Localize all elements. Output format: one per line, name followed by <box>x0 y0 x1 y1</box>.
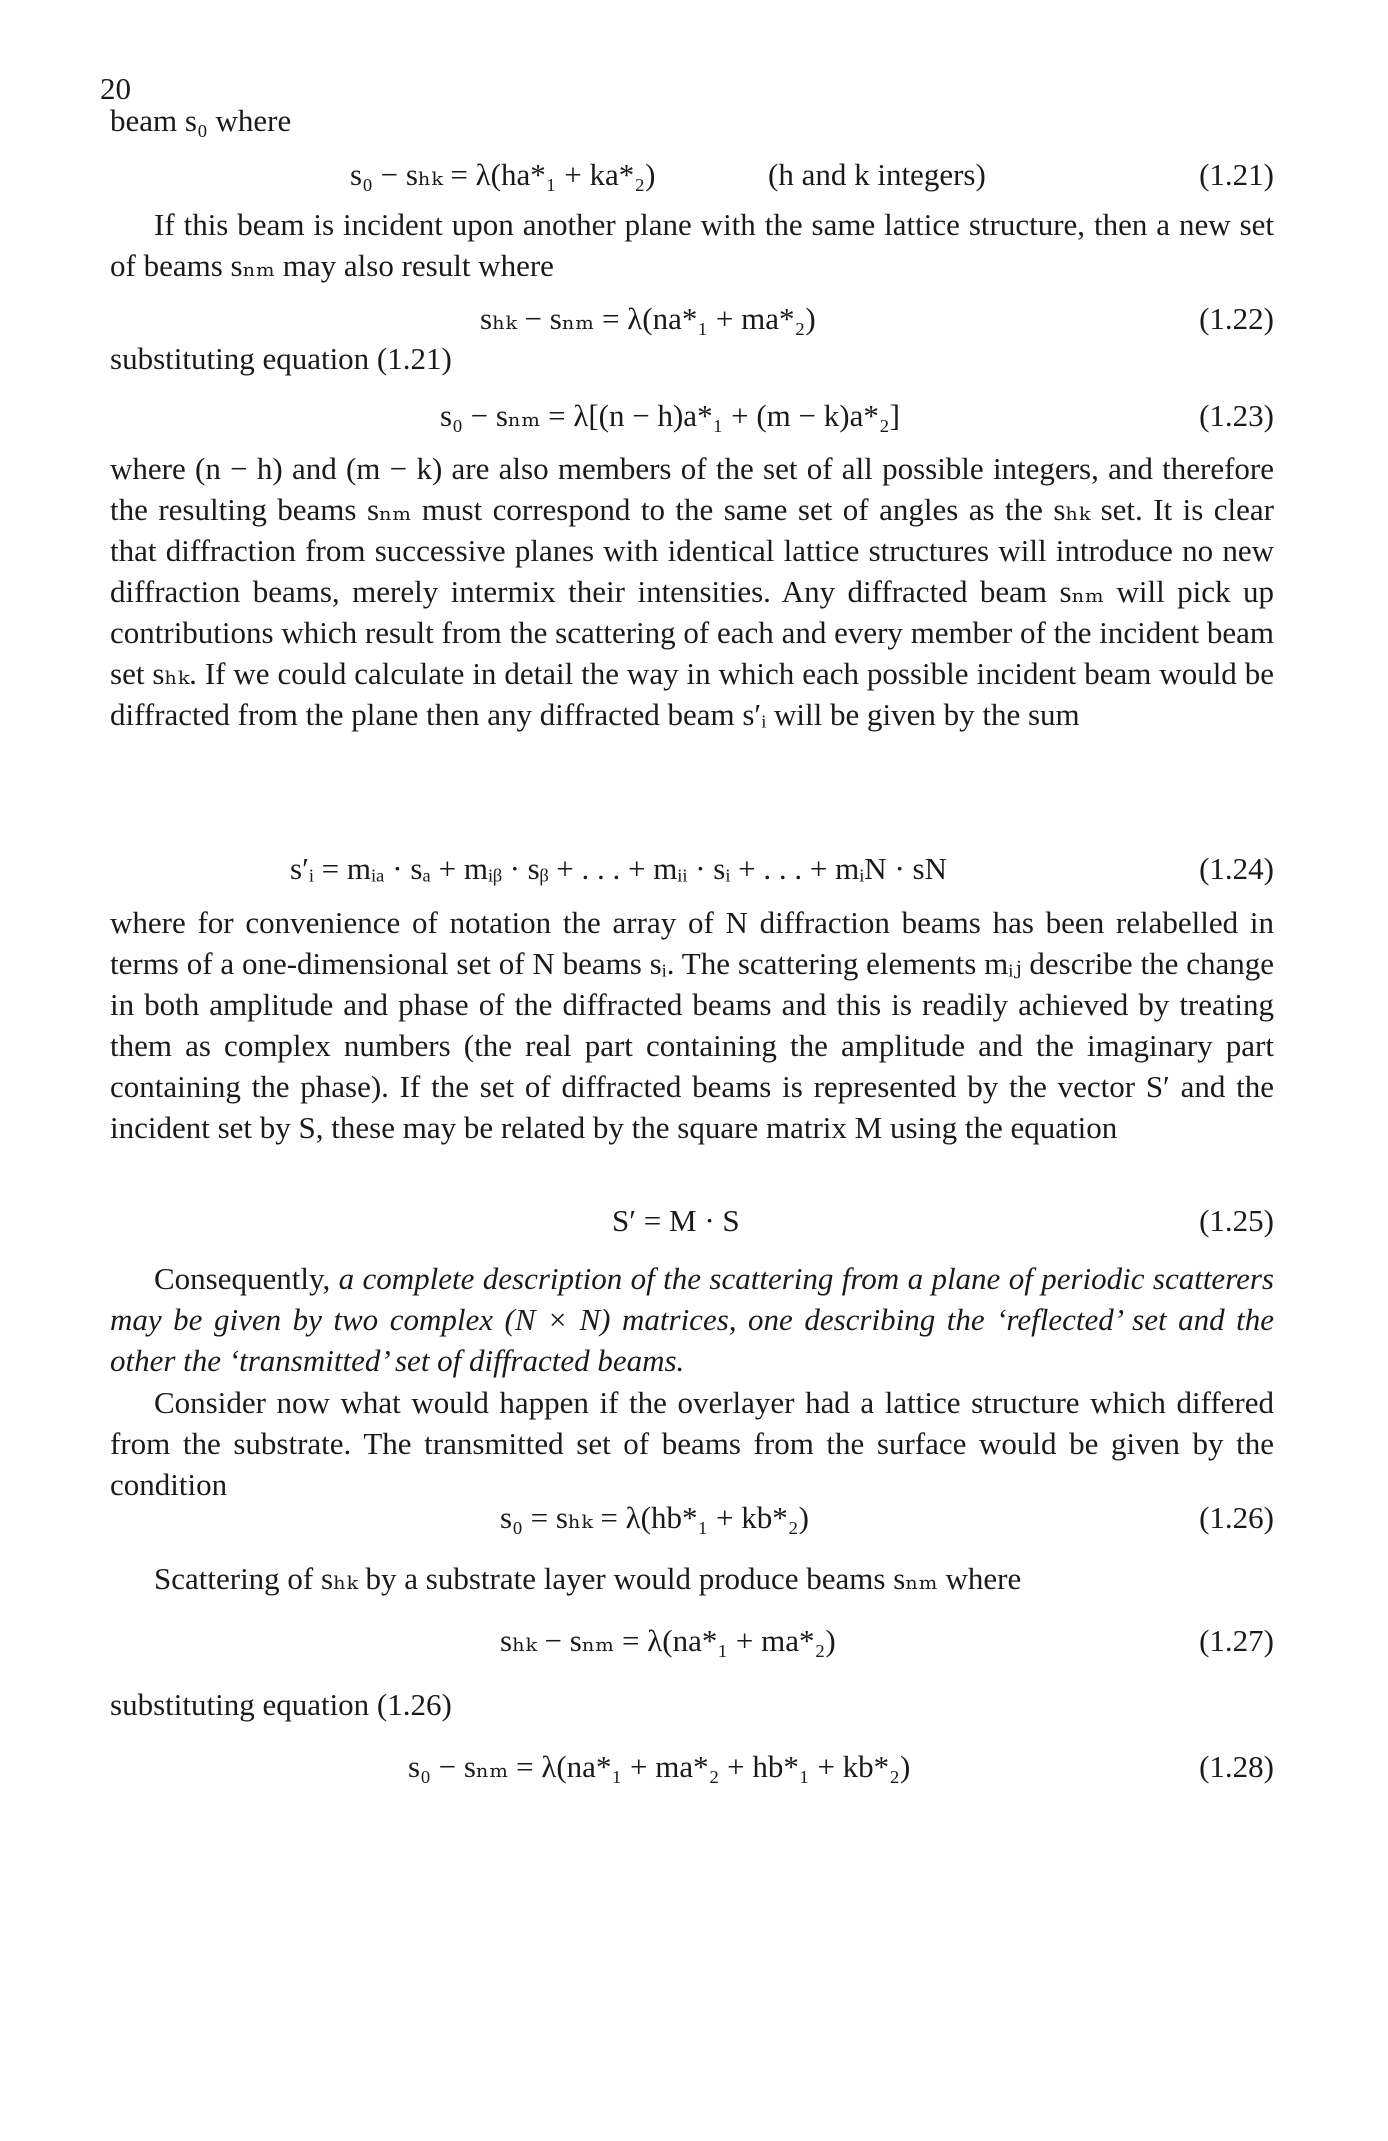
paragraph-4 <box>110 1258 1274 1381</box>
equation-1-27-label: (1.27) <box>1199 1623 1274 1658</box>
text-substituting-1-26: substituting equation (1.26) <box>110 1687 452 1722</box>
equation-1-28-body: s₀ − sₙₘ = λ(na*₁ + ma*₂ + hb*₁ + kb*₂) <box>408 1749 911 1784</box>
equation-1-25-label: (1.25) <box>1199 1203 1274 1238</box>
paragraph-5: Consider now what would happen if the overlayer had a lattice structure which differed from the substrate. The transmitted set of beams from the surface would be given by the condition <box>110 1385 1274 1502</box>
paragraph-4-lead: Consequently, <box>154 1261 331 1296</box>
equation-1-24 <box>110 848 1274 892</box>
equation-1-24-label: (1.24) <box>1199 851 1274 886</box>
equation-1-22 <box>110 298 1274 342</box>
equation-1-21 <box>110 154 1274 198</box>
equation-1-27 <box>110 1620 1274 1664</box>
equation-1-26-label: (1.26) <box>1199 1500 1274 1535</box>
page-number: 20 <box>100 71 131 106</box>
equation-1-24-body: s′ᵢ = mᵢₐ · sₐ + mᵢᵦ · sᵦ + . . . + mᵢᵢ · sᵢ + . . . + mᵢN · sN <box>290 851 947 886</box>
paragraph-4-italic: a complete description of the scattering from a plane of periodic scatterers may be given by two complex (N × N) matrices, one describing the ‘reflected’ set and the other the ‘transmitted’ set of diffracted beams. <box>110 1261 1274 1378</box>
text-beam-where <box>110 100 1274 141</box>
equation-1-21-body: s₀ − sₕₖ = λ(ha*₁ + ka*₂) <box>350 157 656 192</box>
equation-1-22-body: sₕₖ − sₙₘ = λ(na*₁ + ma*₂) <box>480 301 816 336</box>
equation-1-23-label: (1.23) <box>1199 398 1274 433</box>
paragraph-6: Scattering of sₕₖ by a substrate layer would produce beams sₙₘ where <box>154 1561 1022 1596</box>
equation-1-25 <box>110 1200 1274 1244</box>
equation-1-26 <box>110 1497 1274 1541</box>
text-beam-where-content: beam s₀ where <box>110 103 292 138</box>
paragraph-1: If this beam is incident upon another plane with the same lattice structure, then a new set of beams sₙₘ may also result where <box>110 207 1274 283</box>
equation-1-22-label: (1.22) <box>1199 301 1274 336</box>
equation-1-27-body: sₕₖ − sₙₘ = λ(na*₁ + ma*₂) <box>500 1623 836 1658</box>
paragraph-3: where for convenience of notation the array of N diffraction beams has been relabelled in terms of a one-dimensional set of N beams sᵢ. The scattering elements mᵢⱼ describe the change in both amplitude and phase of the diffracted beams and this is readily achieved by treating them as complex numbers (the real part containing the amplitude and the imaginary part containing the phase). If the set of diffracted beams is represented by the vector S′ and the incident set by S, these may be related by the square matrix M using the equation <box>110 905 1274 1145</box>
paragraph-2: where (n − h) and (m − k) are also members of the set of all possible integers, and therefore the resulting beams sₙₘ must correspond to the same set of angles as the sₕₖ set. It is clear that diffraction from successive planes with identical lattice structures will introduce no new diffraction beams, merely intermix their intensities. Any diffracted beam sₙₘ will pick up contributions which result from the scattering of each and every member of the incident beam set sₕₖ. If we could calculate in detail the way in which each possible incident beam would be diffracted from the plane then any diffracted beam s′ᵢ will be given by the sum <box>110 451 1274 732</box>
equation-1-21-note: (h and k integers) <box>768 157 986 192</box>
equation-1-26-body: s₀ = sₕₖ = λ(hb*₁ + kb*₂) <box>500 1500 809 1535</box>
equation-1-28 <box>110 1746 1274 1790</box>
equation-1-23 <box>110 395 1274 439</box>
text-substituting-1-21: substituting equation (1.21) <box>110 341 452 376</box>
equation-1-25-body: S′ = M · S <box>612 1203 740 1238</box>
equation-1-28-label: (1.28) <box>1199 1749 1274 1784</box>
equation-1-21-label: (1.21) <box>1199 157 1274 192</box>
equation-1-23-body: s₀ − sₙₘ = λ[(n − h)a*₁ + (m − k)a*₂] <box>440 398 900 433</box>
